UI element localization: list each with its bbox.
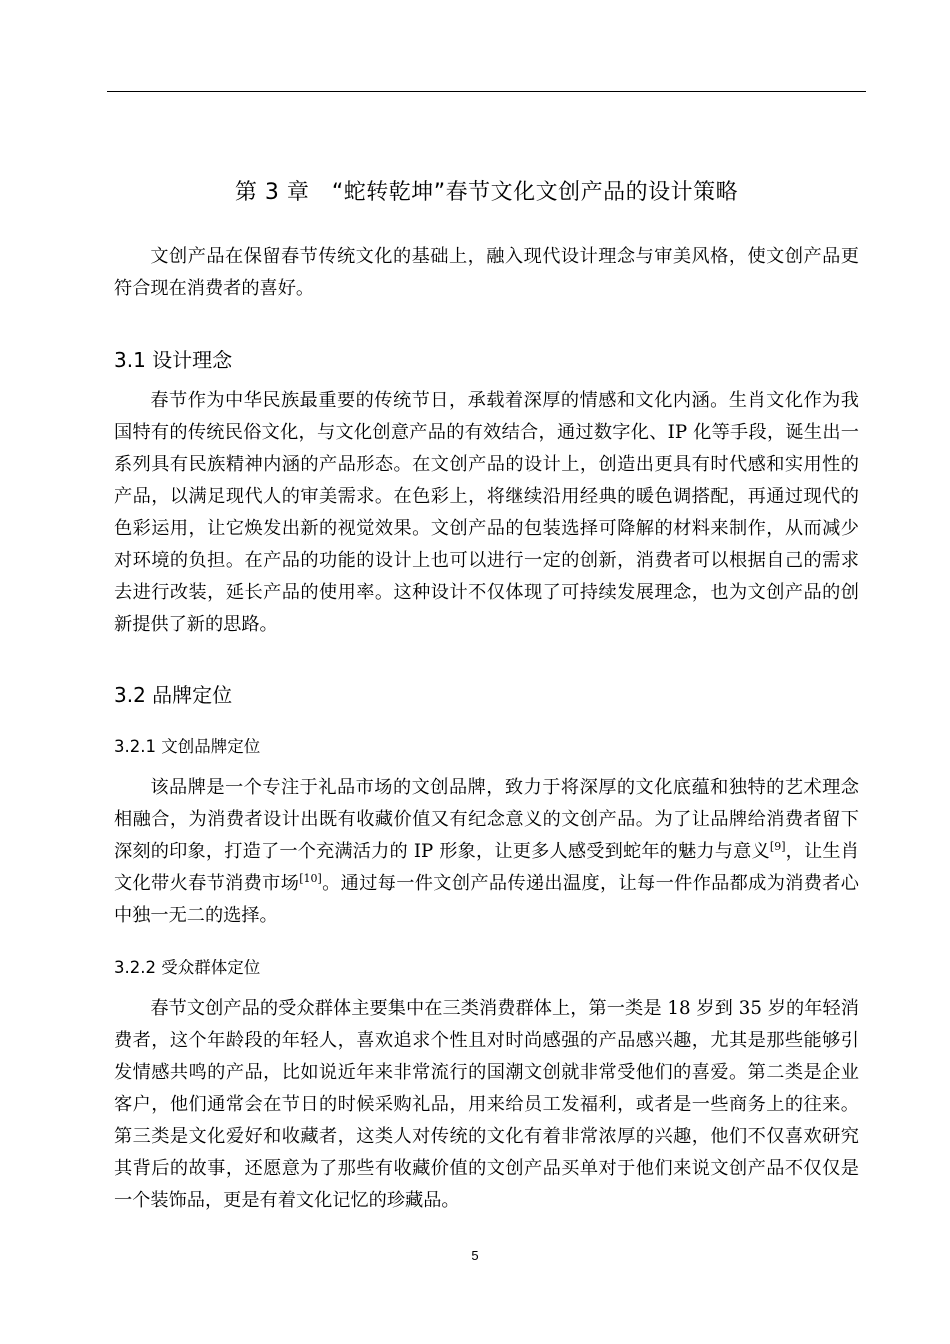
- citation-10: [10]: [299, 871, 322, 885]
- section-3-2-heading: 3.2 品牌定位: [114, 683, 233, 707]
- section-3-2-2-heading: 3.2.2 受众群体定位: [114, 958, 261, 977]
- section-3-1-heading: 3.1 设计理念: [114, 348, 233, 372]
- section-3-2-2-paragraph: 春节文创产品的受众群体主要集中在三类消费群体上，第一类是 18 岁到 35 岁的年轻消费者，这个年龄段的年轻人，喜欢追求个性且对时尚感强的产品感兴趣，尤其是那些能够引发情感共鸣的产品，比如说近年来非常流行的国潮文创就非常受他们的喜爱。第二类是企业客户，他们通常会在节日的时候采购礼品，用来给员工发福利，或者是一些商务上的往来。第三类是文化爱好和收藏者，这类人对传统的文化有着非常浓厚的兴趣，他们不仅喜欢研究其背后的故事，还愿意为了那些有收藏价值的文创产品买单对于他们来说文创产品不仅仅是一个装饰品，更是有着文化记忆的珍藏品。: [114, 998, 859, 1211]
- section-3-1-paragraph: 春节作为中华民族最重要的传统节日，承载着深厚的情感和文化内涵。生肖文化作为我国特有的传统民俗文化，与文化创意产品的有效结合，通过数字化、IP 化等手段，诞生出一系列具有民族精神内涵的产品形态。在文创产品的设计上，创造出更具有时代感和实用性的产品，以满足现代人的审美需求。在色彩上，将继续沿用经典的暖色调搭配，再通过现代的色彩运用，让它焕发出新的视觉效果。文创产品的包装选择可降解的材料来制作，从而减少对环境的负担。在产品的功能的设计上也可以进行一定的创新，消费者可以根据自己的需求去进行改装，延长产品的使用率。这种设计不仅体现了可持续发展理念，也为文创产品的创新提供了新的思路。: [114, 390, 859, 635]
- citation-9: [9]: [769, 839, 786, 853]
- section-3-2-1-text-part3: 。通过每一件文创产品传递出温度，让每一件作品都成为消费者心中独一无二的选择。: [114, 873, 859, 926]
- section-3-2-1-paragraph: [114, 772, 859, 932]
- header-rule: [107, 91, 866, 92]
- chapter-title: 第 3 章 “蛇转乾坤”春节文化文创产品的设计策略: [234, 180, 739, 205]
- section-3-2-1-text-part1: 该品牌是一个专注于礼品市场的文创品牌，致力于将深厚的文化底蕴和独特的艺术理念相融合，为消费者设计出既有收藏价值又有纪念意义的文创产品。为了让品牌给消费者留下深刻的印象，打造了一个充满活力的 IP 形象，让更多人感受到蛇年的魅力与意义: [114, 777, 859, 862]
- chapter-intro-paragraph: 文创产品在保留春节传统文化的基础上，融入现代设计理念与审美风格，使文创产品更符合现在消费者的喜好。: [114, 246, 859, 299]
- section-3-2-1-heading: 3.2.1 文创品牌定位: [114, 737, 261, 756]
- section-3-2-1-text-part2: ，让生肖文化带火春节消费市场: [114, 841, 859, 894]
- page-number: 5: [471, 1248, 479, 1263]
